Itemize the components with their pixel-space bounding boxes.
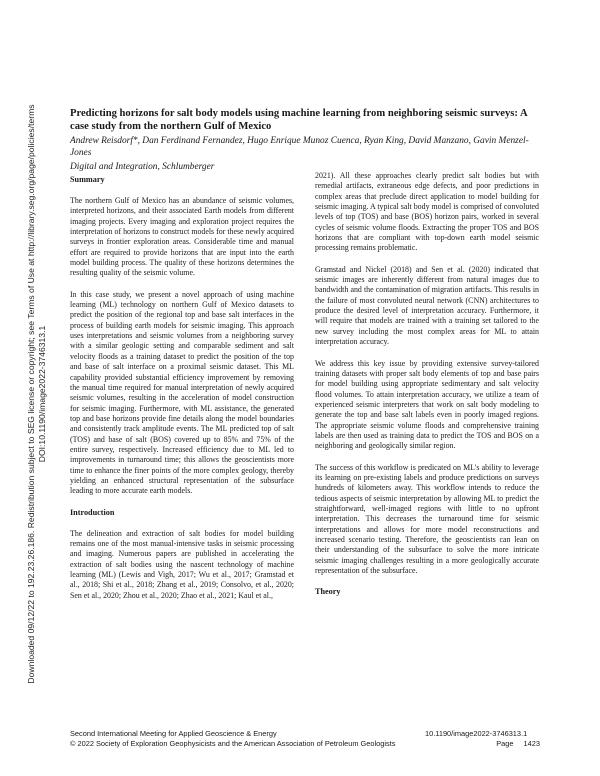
- paper-title: Predicting horizons for salt body models using machine learning from neighboring seismic surveys: A case study from the northern Gulf of Mexico: [70, 108, 528, 132]
- right-paragraph-4: The success of this workflow is predicated on ML's ability to leverage its learning on pre-existing labels and produce predictions on surveys hundreds of kilometers away. This workflow intends to reduce the tedious aspects of seismic interpretation by allowing ML to predict the straightforward, well-imaged regions with little to no upfront interpretation. This decreases the turnaround time for seismic interpretations and allows for more model reconstructions and increased scenario testing. Therefore, the geoscientists can lean on their understanding of the subsurface to solve the more intricate seismic imaging challenges resulting in a more geologically accurate representation of the subsurface.: [315, 462, 539, 576]
- introduction-paragraph-1: The delineation and extraction of salt bodies for model building remains one of the most manual-intensive tasks in seismic processing and imaging. Numerous papers are published in accelerating the extraction of salt bodies using the nascent technology of machine learning (ML) (Lewis and Vigh, 2017; Wu et al., 2017; Gramstad et al., 2018; Shi et al., 2018; Zhang et al., 2019; Consolvo, et al., 2020; Sen et al., 2020; Zhou et al., 2020; Zhao et al., 2021; Kaul et al.,: [70, 528, 294, 600]
- page-label: Page: [496, 738, 514, 748]
- summary-heading: Summary: [70, 175, 105, 184]
- theory-heading: Theory: [315, 587, 341, 597]
- download-notice: [26, 88, 48, 700]
- page-footer: [70, 729, 540, 748]
- page-number: 1423: [523, 738, 540, 748]
- footer-right: [425, 729, 540, 749]
- right-paragraph-2: Gramstad and Nickel (2018) and Sen et al. (2020) indicated that seismic images are inherently different from natural images due to bandwidth and the contamination of migration artifacts. This results in the failure of most convoluted neural network (CNN) architectures to produce the desired level of interpretation accuracy. Furthermore, it will require that models are trained with a training set tailored to the new survey including the most complex areas for ML to attain interpretation accuracy.: [315, 264, 539, 347]
- download-notice-line1: Downloaded 09/12/22 to 192.23.26.186. Redistribution subject to SEG license or copyright; see Terms of Use at http://library.seg.org/page/policies/terms: [26, 104, 36, 684]
- introduction-heading: Introduction: [70, 507, 115, 517]
- summary-paragraph-1: The northern Gulf of Mexico has an abundance of seismic volumes, interpreted horizons, and their associated Earth models from different imaging projects. Every imaging and exploration project requires the interpretation of horizons to construct models for these newly acquired surveys in frontier exploration areas. Considerable time and manual effort are required to provide horizons that are input into the earth model building process. The quality of these horizons determines the resulting quality of the seismic volume.: [70, 196, 294, 278]
- left-column: [70, 175, 294, 612]
- copyright-notice: © 2022 Society of Exploration Geophysicists and the American Association of Petroleum Geologists: [70, 738, 396, 748]
- side-notice: [6, 0, 46, 776]
- doi-notice-line2: DOI:10.1190/image2022-3746313.1: [37, 325, 47, 463]
- conference-name: Second International Meeting for Applied Geoscience & Energy: [70, 729, 277, 738]
- summary-paragraph-2: In this case study, we present a novel approach of using machine learning (ML) technology on northern Gulf of Mexico datasets to predict the position of the regional top and base salt interfaces in the process of building earth models for seismic imaging. This approach uses interpretations and seismic volumes from a neighboring survey with a similar geologic setting and comparable sediment and salt velocity floods as a training dataset to predict the position of the top and base of salt interface on a proximal seismic dataset. This ML capability provided substantial efficiency improvement by removing the manual time required for manual interpretation of newly acquired seismic volumes, resulting in the acceleration of model construction for seismic imaging. Furthermore, with ML assistance, the generated top and base horizons provide fine details along the model boundaries and consistently track amplitude events. The ML predicted top of salt (TOS) and base of salt (BOS) covered up to 85% and 75% of the entire survey, respectively. Increased efficiency due to ML led to improvements in turnaround time; this allows the geoscientists more time to enhance the finer points of the more complex geology, thereby yielding an enhanced structural representation of the subsurface leading to more accurate earth models.: [70, 289, 294, 496]
- right-column: [315, 171, 539, 608]
- right-paragraph-3: We address this key issue by providing extensive survey-tailored training datasets with proper salt body elements of top and base pairs for model building using appropriate sedimentary and salt velocity flood volumes. To attain interpretation accuracy, we utilize a team of experienced seismic interpreters that work on salt body modeling to generate the top and base salt labels even in poorly imaged regions. The appropriate seismic volume floods and comprehensive training labels are then used as training data to predict the TOS and BOS on a neighboring and geologically similar region.: [315, 358, 539, 451]
- title-block: [70, 108, 540, 173]
- right-paragraph-1: 2021). All these approaches clearly predict salt bodies but with remedial artifacts, extraneous edge defects, and poor predictions in complex areas that preclude direct application to model building for seismic imaging. A typical salt body model is comprised of convoluted levels of top (TOS) and base (BOS) horizon pairs, worked in several cycles of seismic volume floods. Extracting the proper TOS and BOS horizons that are compliant with top-down earth model seismic processing remains problematic.: [315, 171, 539, 253]
- author-list: Andrew Reisdorf*, Dan Ferdinand Fernandez, Hugo Enrique Munoz Cuenca, Ryan King, David Manzano, Gavin Menzel-Jones: [70, 136, 529, 158]
- footer-doi: 10.1190/image2022-3746313.1: [425, 729, 528, 738]
- page-indicator: [496, 739, 540, 749]
- affiliation: Digital and Integration, Schlumberger: [70, 162, 215, 172]
